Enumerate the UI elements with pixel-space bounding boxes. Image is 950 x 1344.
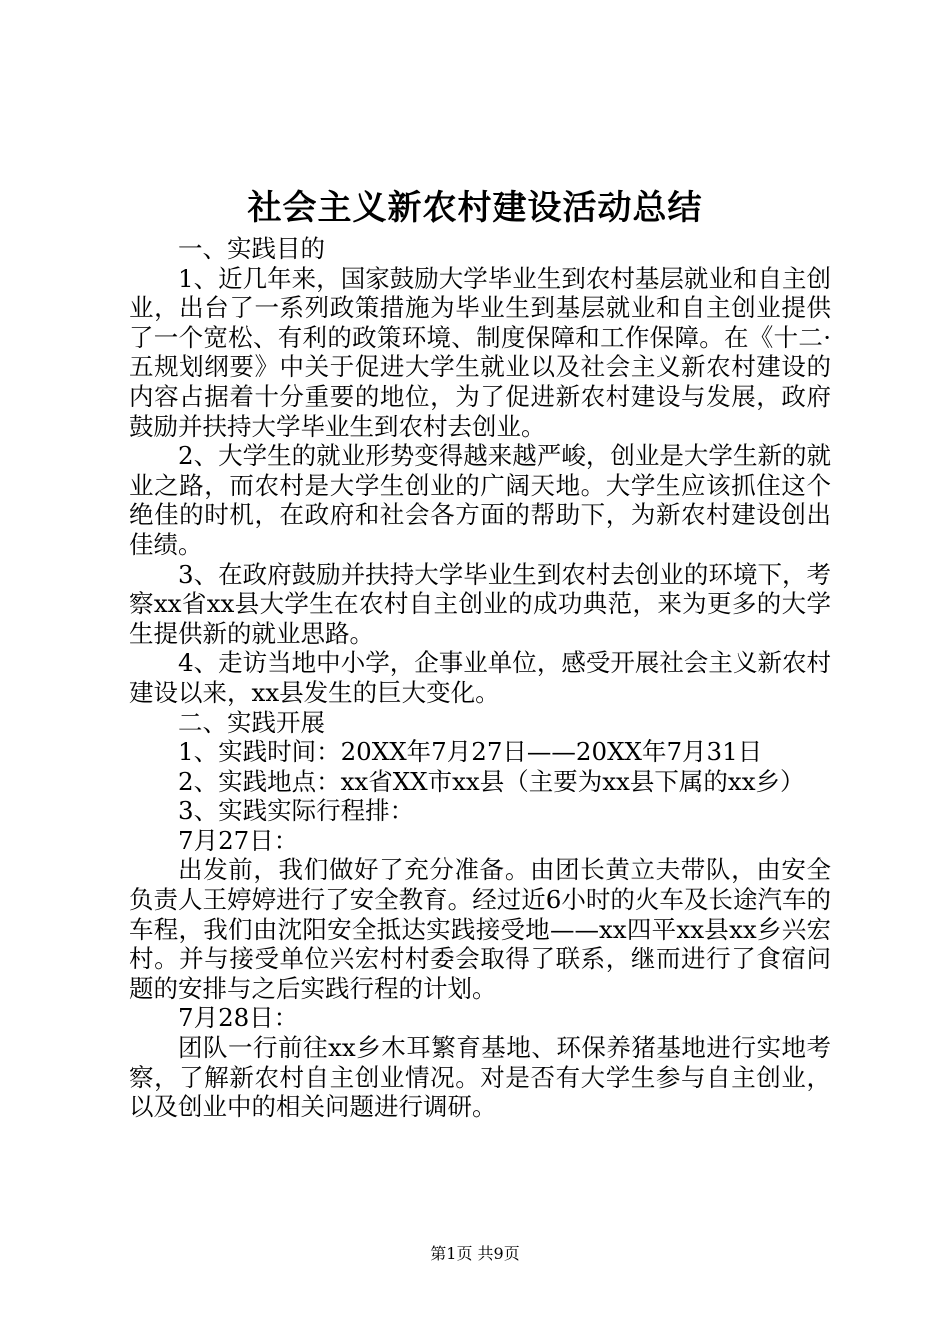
paragraph-july-28: 团队一行前往xx乡木耳繁育基地、环保养猪基地进行实地考察，了解新农村自主创业情况。对是否有大学生参与自主创业，以及创业中的相关问题进行调研。 [129,1033,831,1122]
paragraph-purpose-4: 4、走访当地中小学，企事业单位，感受开展社会主义新农村建设以来，xx县发生的巨大变化。 [129,648,831,707]
date-heading-july-28: 7月28日： [178,1003,299,1033]
date-heading-july-27: 7月27日： [178,825,299,855]
document-body [129,234,831,1122]
document-title: 社会主义新农村建设活动总结 [247,188,703,228]
page-footer: 第1页 共9页 [430,1244,520,1263]
paragraph-practice-location: 2、实践地点：xx省XX市xx县（主要为xx县下属的xx乡） [178,766,805,796]
section-heading-purpose: 一、实践目的 [178,234,325,263]
paragraph-purpose-2: 2、大学生的就业形势变得越来越严峻，创业是大学生新的就业之路，而农村是大学生创业的广阔天地。大学生应该抓住这个绝佳的时机，在政府和社会各方面的帮助下，为新农村建设创出佳绩。 [129,441,831,559]
paragraph-practice-schedule: 3、实践实际行程排： [178,796,415,826]
paragraph-july-27: 出发前，我们做好了充分准备。由团长黄立夫带队，由安全负责人王婷婷进行了安全教育。经过近6小时的火车及长途汽车的车程，我们由沈阳安全抵达实践接受地——xx四平xx县xx乡兴宏村。并与接受单位兴宏村村委会取得了联系，继而进行了食宿问题的安排与之后实践行程的计划。 [129,855,831,1003]
paragraph-purpose-3: 3、在政府鼓励并扶持大学毕业生到农村去创业的环境下，考察xx省xx县大学生在农村自主创业的成功典范，来为更多的大学生提供新的就业思路。 [129,559,831,648]
section-heading-practice: 二、实践开展 [178,707,325,737]
paragraph-practice-time: 1、实践时间：20XX年7月27日——20XX年7月31日 [178,737,763,767]
paragraph-purpose-1: 1、近几年来，国家鼓励大学毕业生到农村基层就业和自主创业，出台了一系列政策措施为毕业生到基层就业和自主创业提供了一个宽松、有利的政策环境、制度保障和工作保障。在《十二·五规划纲要》中关于促进大学生就业以及社会主义新农村建设的内容占据着十分重要的地位，为了促进新农村建设与发展，政府鼓励并扶持大学毕业生到农村去创业。 [129,263,831,441]
